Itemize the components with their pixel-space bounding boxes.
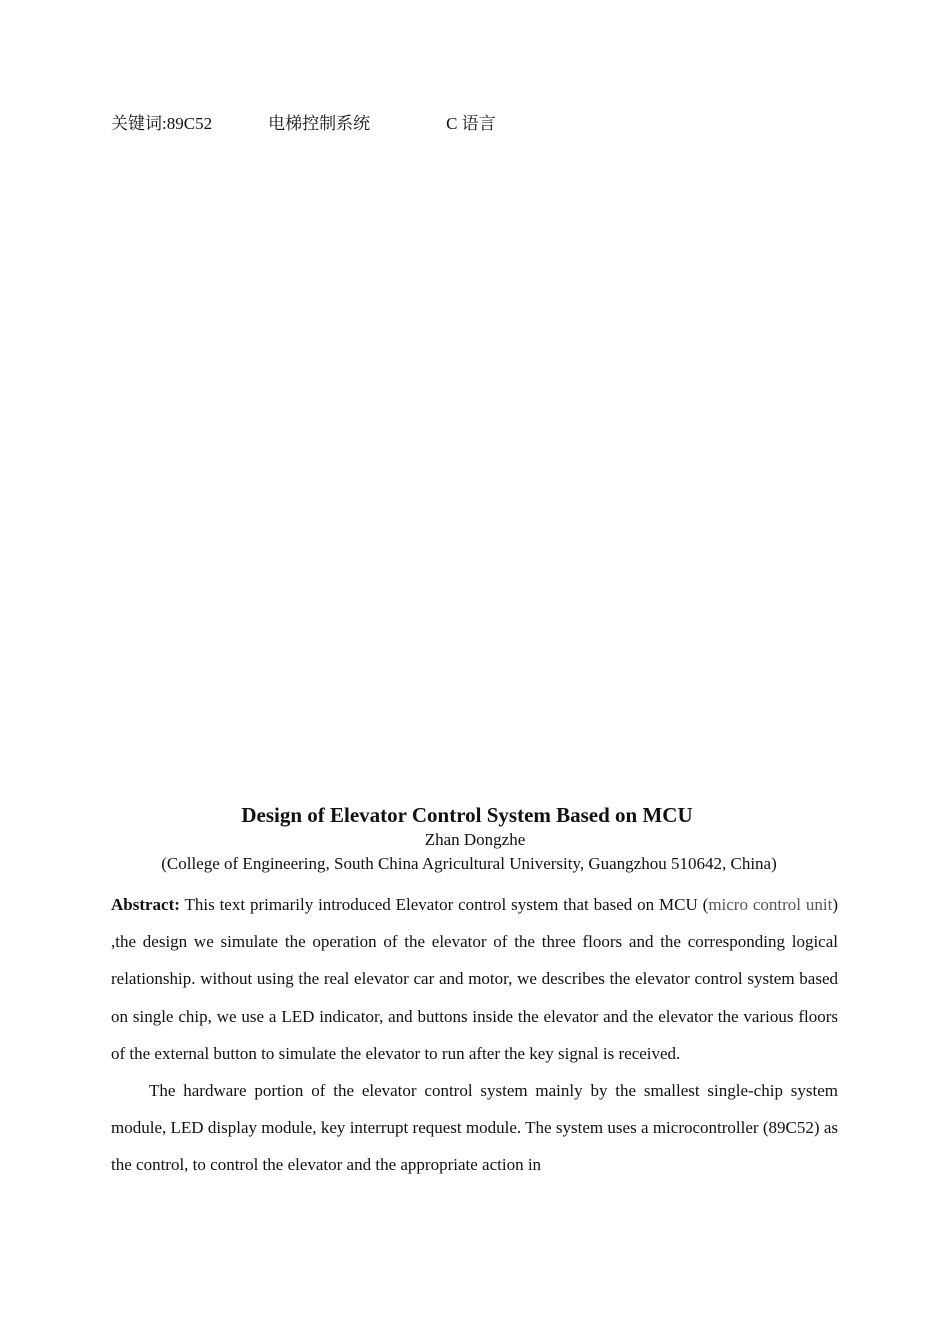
keyword-item: 电梯控制系统 [268, 114, 371, 133]
abstract-text-part2: ) ,the design we simulate the operation of the elevator of the three floors and the corresponding logical relationship. without using the real elevator car and motor, we describes the elevator control system based on single chip, we use a LED indicator, and buttons inside the elevator and the elevator the various floors of the external button to simulate the elevator to run after the key signal is received. [111, 895, 838, 1063]
abstract-highlight: micro control unit [708, 895, 833, 914]
abstract-paragraph [111, 886, 838, 1072]
keyword-item: 89C52 [166, 114, 213, 133]
title-block [0, 802, 950, 876]
body-text [111, 886, 838, 1184]
document-title: Design of Elevator Control System Based on MCU [241, 803, 693, 827]
abstract-text-part1: This text primarily introduced Elevator control system that based on MCU ( [179, 895, 709, 914]
author-name: Zhan Dongzhe [424, 830, 526, 849]
author-affiliation: (College of Engineering, South China Agricultural University, Guangzhou 510642, China) [161, 854, 777, 873]
keyword-item: C 语言 [446, 114, 496, 133]
keywords-line [111, 113, 496, 135]
keywords-label: 关键词: [111, 114, 167, 133]
abstract-label: Abstract: [111, 895, 180, 914]
body-paragraph: The hardware portion of the elevator control system mainly by the smallest single-chip system module, LED display module, key interrupt request module. The system uses a microcontroller (89C52) as the control, to control the elevator and the appropriate action in [111, 1081, 838, 1175]
